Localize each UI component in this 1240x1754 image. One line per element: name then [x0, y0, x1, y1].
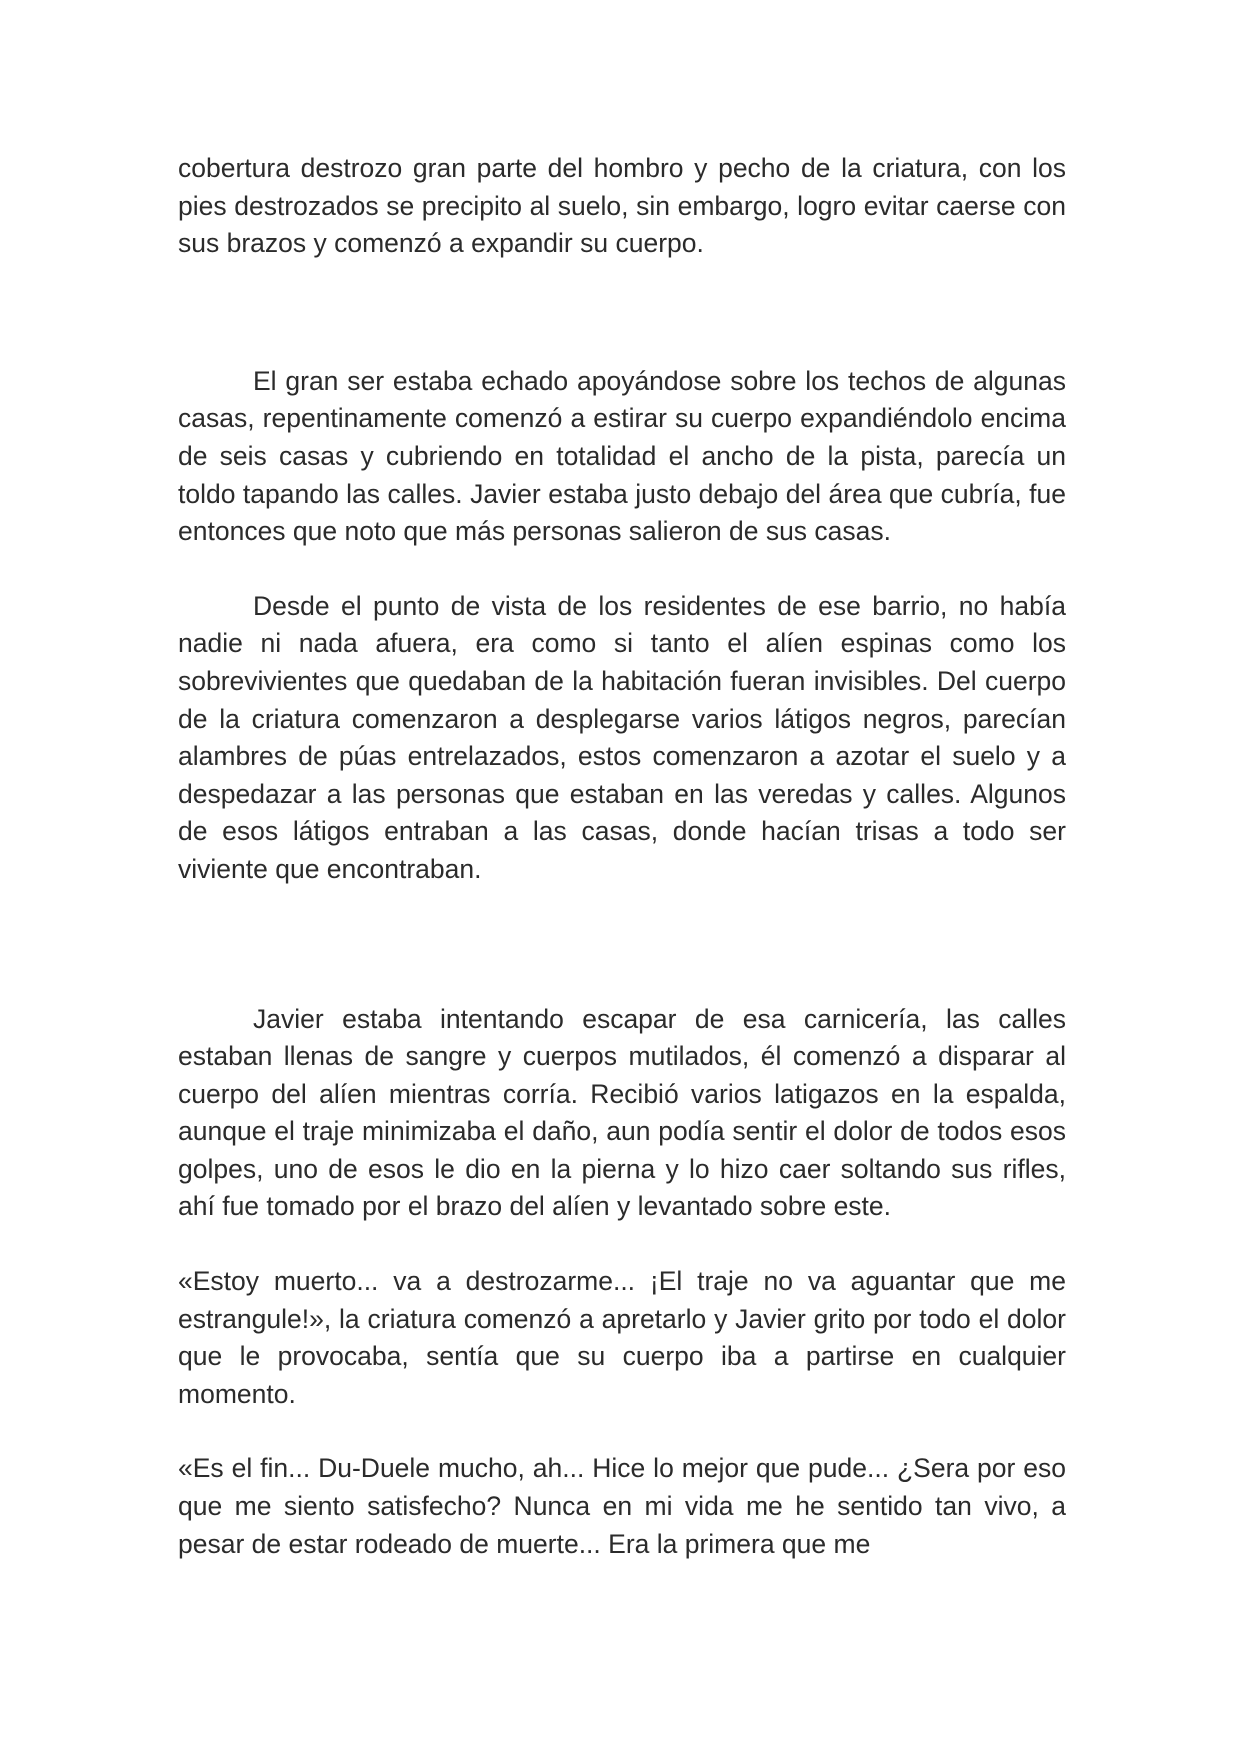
paragraph-6: «Es el fin... Du-Duele mucho, ah... Hice lo mejor que pude... ¿Sera por eso que me siento satisfecho? Nunca en mi vida me he sentido tan vivo, a pesar de estar rodeado de muerte... Era la primera que me [178, 1453, 1066, 1559]
paragraph-1: cobertura destrozo gran parte del hombro y pecho de la criatura, con los pies destrozados se precipito al suelo, sin embargo, logro evitar caerse con sus brazos y comenzó a expandir su cuerpo. [178, 153, 1066, 259]
body-text [178, 150, 1066, 1563]
paragraph-3: Desde el punto de vista de los residentes de ese barrio, no había nadie ni nada afuera, era como si tanto el alíen espinas como los sobrevivientes que quedaban de la habitación fueran invisibles. Del cuerpo de la criatura comenzaron a desplegarse varios látigos negros, parecían alambres de púas entrelazados, estos comenzaron a azotar el suelo y a despedazar a las personas que estaban en las veredas y calles. Algunos de esos látigos entraban a las casas, donde hacían trisas a todo ser viviente que encontraban. [178, 590, 1066, 884]
paragraph-4: Javier estaba intentando escapar de esa carnicería, las calles estaban llenas de sangre y cuerpos mutilados, él comenzó a disparar al cuerpo del alíen mientras corría. Recibió varios latigazos en la espalda, aunque el traje minimizaba el daño, aun podía sentir el dolor de todos esos golpes, uno de esos le dio en la pierna y lo hizo caer soltando sus rifles, ahí fue tomado por el brazo del alíen y levantado sobre este. [178, 1003, 1066, 1222]
paragraph-5: «Estoy muerto... va a destrozarme... ¡El traje no va aguantar que me estrangule!», la criatura comenzó a apretarlo y Javier grito por todo el dolor que le provocaba, sentía que su cuerpo iba a partirse en cualquier momento. [178, 1266, 1066, 1409]
paragraph-2: El gran ser estaba echado apoyándose sobre los techos de algunas casas, repentinamente comenzó a estirar su cuerpo expandiéndolo encima de seis casas y cubriendo en totalidad el ancho de la pista, parecía un toldo tapando las calles. Javier estaba justo debajo del área que cubría, fue entonces que noto que más personas salieron de sus casas. [178, 365, 1066, 547]
